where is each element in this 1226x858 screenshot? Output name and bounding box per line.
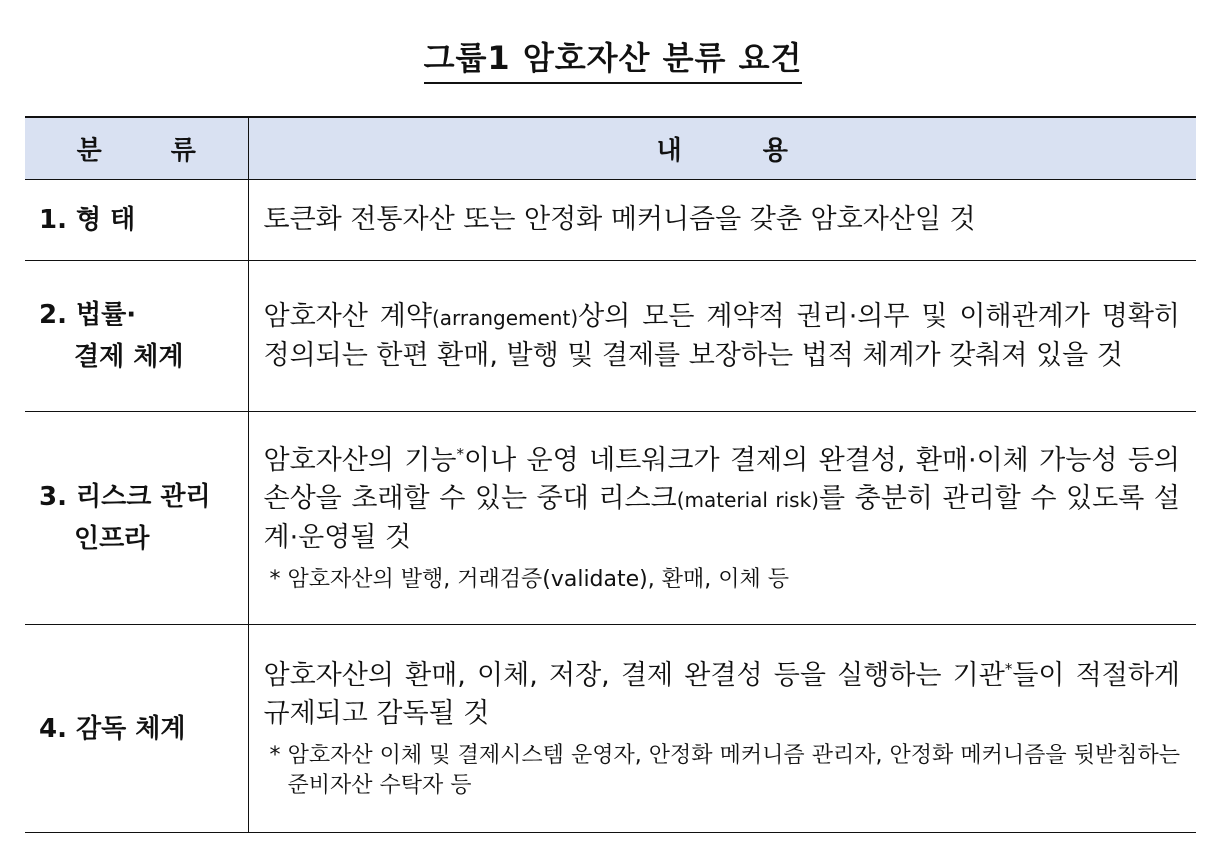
- footnote: * 암호자산의 발행, 거래검증(validate), 환매, 이체 등: [269, 566, 789, 592]
- footnote: * 암호자산 이체 및 결제시스템 운영자, 안정화 메커니즘 관리자, 안정화 메커니즘을 뒷받침하는 준비자산 수탁자 등: [269, 742, 1180, 798]
- category-label: 4. 감독 체계: [39, 713, 186, 744]
- title-wrap: [0, 36, 1226, 84]
- content-text: 암호자산의 기능*이나 운영 네트워크가 결제의 완결성, 환매·이체 가능성 등의 손상을 초래할 수 있는 중대 리스크(material risk)를 충분히 관리할 수 있도록 설계·운영될 것: [263, 444, 1180, 553]
- table-row: [25, 625, 1196, 833]
- header-category: 분 류: [25, 117, 248, 180]
- category-cell: [25, 261, 248, 412]
- page-title: 그룹1 암호자산 분류 요건: [424, 36, 803, 84]
- table-row: [25, 261, 1196, 412]
- category-cell: [25, 180, 248, 261]
- content-cell: [248, 261, 1196, 412]
- requirements-table: [25, 116, 1196, 833]
- content-text: 암호자산 계약(arrangement)상의 모든 계약적 권리·의무 및 이해관계가 명확히 정의되는 한편 환매, 발행 및 결제를 보장하는 법적 체계가 갖춰져 있을 것: [263, 300, 1181, 371]
- category-label: 3. 리스크 관리: [39, 482, 211, 512]
- content-text: 암호자산의 환매, 이체, 저장, 결제 완결성 등을 실행하는 기관*들이 적절하게 규제되고 감독될 것: [263, 659, 1181, 729]
- category-label-line2: 결제 체계: [74, 342, 184, 372]
- header-content: 내 용: [248, 117, 1196, 180]
- content-text: 토큰화 전통자산 또는 안정화 메커니즘을 갖춘 암호자산일 것: [263, 204, 976, 235]
- content-cell: [248, 625, 1196, 833]
- category-label: 1. 형 태: [39, 205, 136, 235]
- category-cell: [25, 625, 248, 833]
- content-cell: [248, 412, 1196, 625]
- content-cell: [248, 180, 1196, 261]
- table-row: [25, 412, 1196, 625]
- category-label: 2. 법률·: [39, 300, 137, 330]
- table-row: [25, 180, 1196, 261]
- table-header-row: [25, 117, 1196, 180]
- category-label-line2: 인프라: [74, 524, 150, 554]
- category-cell: [25, 412, 248, 625]
